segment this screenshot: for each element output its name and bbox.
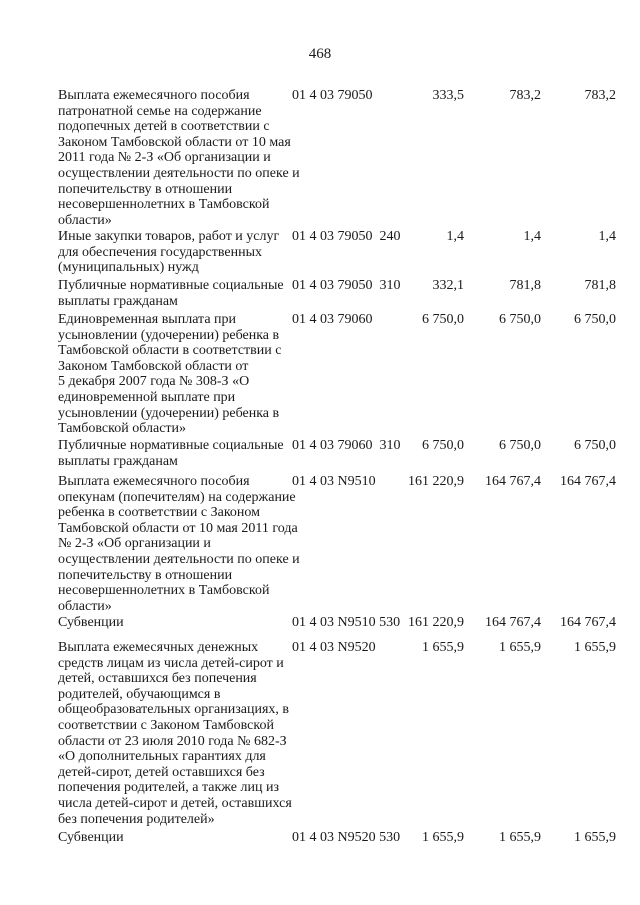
amount-year-2: 6 750,0 <box>499 438 541 453</box>
description-line: области» <box>58 598 112 614</box>
description-line: единовременной выплате при <box>58 389 236 405</box>
row-description <box>58 88 300 228</box>
amount-year-3: 1 655,9 <box>574 830 616 845</box>
amount-year-2: 1 655,9 <box>499 640 541 655</box>
description-line: Публичные нормативные социальные <box>58 438 284 453</box>
amount-year-3: 164 767,4 <box>560 474 616 489</box>
table-row <box>0 474 640 615</box>
amount-year-2: 6 750,0 <box>499 312 541 327</box>
description-line: попечительству в отношении <box>58 567 233 583</box>
description-line: Тамбовской области от 10 мая 2011 года <box>58 520 298 536</box>
amount-year-3: 6 750,0 <box>574 438 616 453</box>
description-line: попечения родителей, а также лиц из <box>58 780 279 796</box>
amount-year-1: 6 750,0 <box>422 312 464 327</box>
amount-year-3: 783,2 <box>584 88 616 103</box>
description-line: Иные закупки товаров, работ и услуг <box>58 229 280 244</box>
description-line: общеобразовательных организациях, в <box>58 702 289 718</box>
table-row <box>0 88 640 229</box>
description-line: Выплата ежемесячного пособия <box>58 474 250 489</box>
description-line: Законом Тамбовской области от <box>58 358 249 374</box>
amount-year-2: 781,8 <box>509 278 541 293</box>
table-row <box>0 640 640 830</box>
amount-year-3: 6 750,0 <box>574 312 616 327</box>
description-line: без попечения родителей» <box>58 811 215 827</box>
budget-code: 01 4 03 79050 <box>292 88 373 103</box>
amount-year-2: 164 767,4 <box>485 615 541 630</box>
budget-code: 01 4 03 79060 310 <box>292 438 401 453</box>
budget-table <box>0 88 640 850</box>
description-line: Выплата ежемесячных денежных <box>58 640 259 655</box>
amount-year-1: 1,4 <box>446 229 464 244</box>
description-line: области от 23 июля 2010 года № 682-З <box>58 733 287 749</box>
description-line: средств лицам из числа детей-сирот и <box>58 655 284 671</box>
amount-year-1: 161 220,9 <box>408 615 464 630</box>
description-line: несовершеннолетних в Тамбовской <box>58 583 270 599</box>
table-row <box>0 278 640 312</box>
amount-year-1: 161 220,9 <box>408 474 464 489</box>
description-line: (муниципальных) нужд <box>58 260 199 276</box>
amount-year-2: 783,2 <box>509 88 541 103</box>
description-line: Единовременная выплата при <box>58 312 237 327</box>
description-line: попечительству в отношении <box>58 181 233 197</box>
row-description <box>58 229 294 276</box>
description-line: родителей, обучающимся в <box>58 686 221 702</box>
description-line: ребенка в соответствии с Законом <box>58 505 260 521</box>
description-line: усыновлении (удочерении) ребенка в <box>58 405 280 421</box>
description-line: осуществлении деятельности по опеке и <box>58 551 300 567</box>
amount-year-3: 1 655,9 <box>574 640 616 655</box>
amount-year-3: 781,8 <box>584 278 616 293</box>
amount-year-2: 1 655,9 <box>499 830 541 845</box>
description-line: соответствии с Законом Тамбовской <box>58 717 274 733</box>
description-line: «О дополнительных гарантиях для <box>58 749 266 765</box>
amount-year-3: 164 767,4 <box>560 615 616 630</box>
description-line: 5 декабря 2007 года № 308-З «О <box>58 374 250 390</box>
row-description <box>58 830 294 846</box>
row-description <box>58 615 294 631</box>
description-line: 2011 года № 2-З «Об организации и <box>58 150 271 166</box>
budget-code: 01 4 03 79060 <box>292 312 373 327</box>
description-line: Субвенции <box>58 615 124 630</box>
amount-year-1: 333,5 <box>432 88 464 103</box>
row-description <box>58 312 294 437</box>
amount-year-1: 1 655,9 <box>422 640 464 655</box>
description-line: детей, оставшихся без попечения <box>58 671 257 687</box>
budget-code: 01 4 03 N9520 <box>292 640 376 655</box>
description-line: № 2-З «Об организации и <box>58 536 211 552</box>
description-line: для обеспечения государственных <box>58 244 262 260</box>
budget-code: 01 4 03 N9510 <box>292 474 376 489</box>
table-row <box>0 438 640 474</box>
table-row <box>0 312 640 438</box>
description-line: числа детей-сирот и детей, оставшихся <box>58 795 292 811</box>
description-line: патронатной семье на содержание <box>58 103 262 119</box>
row-description <box>58 278 294 309</box>
description-line: усыновлении (удочерении) ребенка в <box>58 327 280 343</box>
description-line: Публичные нормативные социальные <box>58 278 284 293</box>
description-line: детей-сирот, детей оставшихся без <box>58 764 265 780</box>
description-line: осуществлении деятельности по опеке и <box>58 165 300 181</box>
description-line: опекунам (попечителям) на содержание <box>58 489 296 505</box>
table-row <box>0 830 640 850</box>
budget-code: 01 4 03 79050 310 <box>292 278 401 293</box>
row-description <box>58 474 300 614</box>
budget-code: 01 4 03 N9510 530 <box>292 615 401 630</box>
description-line: несовершеннолетних в Тамбовской <box>58 197 270 213</box>
table-row <box>0 615 640 640</box>
description-line: выплаты гражданам <box>58 453 178 469</box>
description-line: Субвенции <box>58 830 124 845</box>
description-line: Тамбовской области» <box>58 421 187 437</box>
amount-year-3: 1,4 <box>598 229 616 244</box>
page-number: 468 <box>308 46 332 62</box>
description-line: Выплата ежемесячного пособия <box>58 88 250 103</box>
description-line: выплаты гражданам <box>58 293 178 309</box>
amount-year-1: 1 655,9 <box>422 830 464 845</box>
amount-year-2: 164 767,4 <box>485 474 541 489</box>
description-line: Законом Тамбовской области от 10 мая <box>58 134 291 150</box>
row-description <box>58 438 294 469</box>
row-description <box>58 640 294 827</box>
table-row <box>0 229 640 278</box>
amount-year-2: 1,4 <box>523 229 541 244</box>
budget-code: 01 4 03 79050 240 <box>292 229 401 244</box>
description-line: Тамбовской области в соответствии с <box>58 343 282 359</box>
description-line: области» <box>58 212 112 228</box>
budget-code: 01 4 03 N9520 530 <box>292 830 401 845</box>
amount-year-1: 332,1 <box>432 278 464 293</box>
description-line: подопечных детей в соответствии с <box>58 119 270 135</box>
amount-year-1: 6 750,0 <box>422 438 464 453</box>
